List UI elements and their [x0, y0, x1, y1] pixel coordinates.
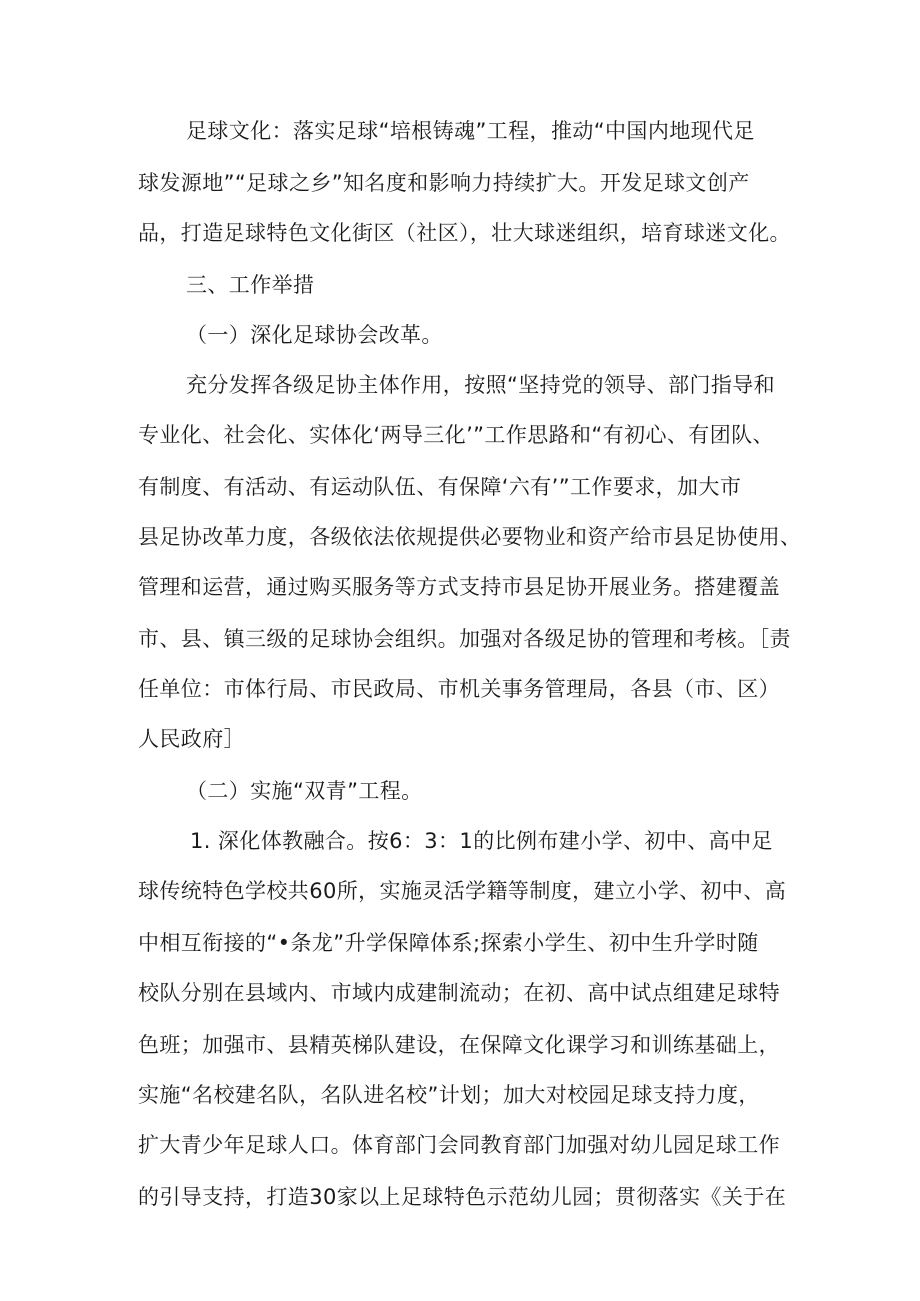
text-line: 1. 深化体教融合。按6：3：1的比例布建小学、初中、高中足 [190, 829, 773, 853]
text-line: 专业化、社会化、实体化‘两导三化’”工作思路和“有初心、有团队、 [138, 423, 774, 447]
subsection-heading: （二）实施“双青”工程。 [186, 779, 423, 803]
section-heading: 三、工作举措 [186, 273, 315, 297]
text-line: 色班；加强市、县精英梯队建设，在保障文化课学习和训练基础上， [138, 1033, 780, 1057]
text-line: 管理和运营，通过购买服务等方式支持市县足协开展业务。搭建覆盖 [138, 575, 780, 599]
text-line: 县足协改革力度，各级依法依规提供必要物业和资产给市县足协使用、 [138, 525, 802, 549]
text-line: 品，打造足球特色文化街区（社区），壮大球迷组织，培育球迷文化。 [138, 221, 791, 245]
text-line: 扩大青少年足球人口。体育部门会同教育部门加强对幼儿园足球工作 [138, 1133, 780, 1157]
text-line: 实施“名校建名队，名队进名校”计划；加大对校园足球支持力度， [138, 1083, 760, 1107]
subsection-heading: （一）深化足球协会改革。 [186, 323, 443, 347]
text-line: 足球文化：落实足球“培根铸魂”工程，推动“中国内地现代足 [186, 119, 755, 143]
text-line: 任单位：市体行局、市民政局、市机关事务管理局，各县（市、区） [138, 677, 780, 701]
text-line: 有制度、有活动、有运动队伍、有保障‘六有’”工作要求，加大市 [138, 475, 742, 499]
text-line: 球传统特色学校共60所，实施灵活学籍等制度，建立小学、初中、高 [138, 879, 787, 903]
text-line: 的引导支持，打造30家以上足球特色示范幼儿园；贯彻落实《关于在 [138, 1185, 787, 1209]
text-line: 充分发挥各级足协主体作用，按照“坚持党的领导、部门指导和 [186, 373, 776, 397]
text-line: 人民政府］ [138, 727, 245, 751]
text-line: 中相互衔接的“•条龙”升学保障体系;探索小学生、初中生升学时随 [138, 931, 759, 955]
text-line: 球发源地”“足球之乡”知名度和影响力持续扩大。开发足球文创产 [138, 171, 750, 195]
text-line: 市、县、镇三级的足球协会组织。加强对各级足协的管理和考核。［责 [138, 627, 791, 651]
text-line: 校队分别在县域内、市域内成建制流动；在初、高中试点组建足球特 [138, 981, 780, 1005]
